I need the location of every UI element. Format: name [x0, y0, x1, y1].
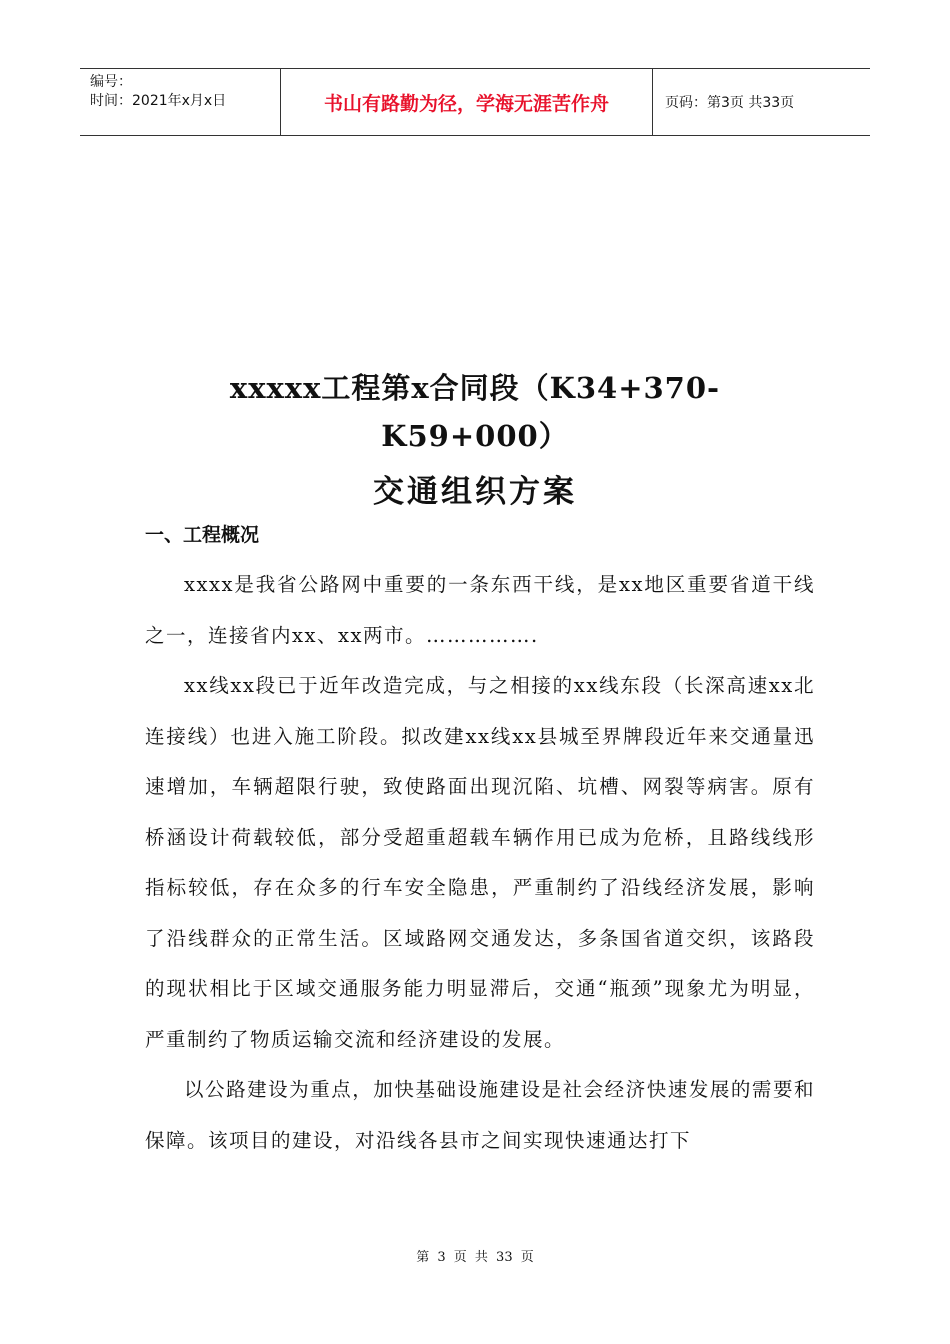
page-footer: 第 3 页 共 33 页: [416, 1250, 534, 1265]
paragraph: 以公路建设为重点，加快基础设施建设是社会经济快速发展的需要和保障。该项目的建设，对沿线各县市之间实现快速通达打下: [145, 1078, 815, 1152]
document-title-line-1: xxxxx工程第x合同段（K34+370-: [229, 371, 721, 405]
document-number-label: 编号：: [90, 74, 132, 90]
page-header: [80, 68, 870, 136]
header-meta: [80, 69, 281, 135]
document-title-line-3: 交通组织方案: [373, 474, 577, 510]
document-date: 时间：2021年x月x日: [90, 93, 227, 109]
paragraph: xxxx是我省公路网中重要的一条东西干线，是xx地区重要省道干线之一，连接省内xx、xx两市。…………….: [145, 573, 815, 647]
document-title-line-2: K59+000）: [381, 419, 569, 453]
paragraph: xx线xx段已于近年改造完成，与之相接的xx线东段（长深高速xx北连接线）也进入施工阶段。拟改建xx线xx县城至界牌段近年来交通量迅速增加，车辆超限行驶，致使路面出现沉陷、坑槽、网裂等病害。原有桥涵设计荷载较低，部分受超重超载车辆作用已成为危桥，且路线线形指标较低，存在众多的行车安全隐患，严重制约了沿线经济发展，影响了沿线群众的正常生活。区域路网交通发达，多条国省道交织，该路段的现状相比于区域交通服务能力明显滞后，交通“瓶颈”现象尤为明显，严重制约了物质运输交流和经济建设的发展。: [145, 674, 815, 1051]
document-body: [145, 560, 815, 1166]
section-heading: 一、工程概况: [145, 524, 260, 546]
header-page-info: 页码：第3页 共33页: [665, 95, 795, 111]
header-motto: 书山有路勤为径，学海无涯苦作舟: [281, 69, 653, 135]
